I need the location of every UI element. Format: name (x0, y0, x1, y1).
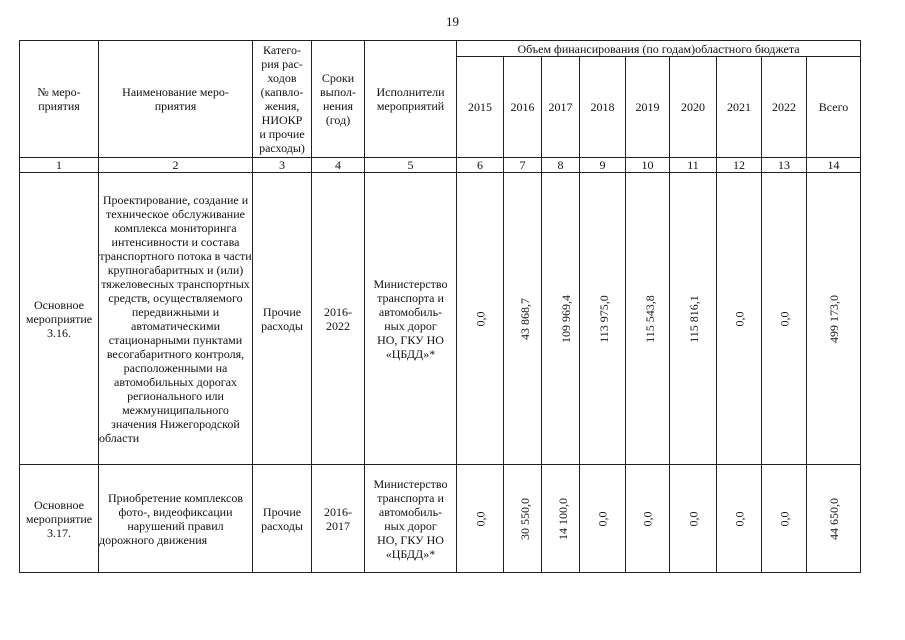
value-2022: 0,0 (777, 311, 791, 326)
value-cell (542, 465, 580, 573)
value-cell (626, 173, 670, 465)
row-executors: Министерство транспорта и автомобиль- ных дорог НО, ГКУ НО «ЦБДД»* (365, 173, 457, 465)
header-year: 2018 (580, 57, 626, 158)
value-cell (457, 173, 504, 465)
index-cell: 2 (99, 158, 253, 173)
index-row (20, 158, 861, 173)
value-2019: 0,0 (640, 511, 655, 526)
index-cell: 1 (20, 158, 99, 173)
funding-table (19, 40, 861, 573)
header-year: 2016 (504, 57, 542, 158)
value-cell (807, 465, 861, 573)
index-cell: 13 (762, 158, 807, 173)
header-funding-title: Объем финансирования (по годам)областного бюджета (457, 41, 861, 57)
header-year: 2015 (457, 57, 504, 158)
header-col-executors: Исполнители мероприятий (365, 41, 457, 158)
index-cell: 12 (717, 158, 762, 173)
index-cell: 5 (365, 158, 457, 173)
index-cell: 10 (626, 158, 670, 173)
value-cell (580, 173, 626, 465)
value-total: 44 650,0 (826, 497, 841, 540)
index-cell: 14 (807, 158, 861, 173)
index-cell: 4 (312, 158, 365, 173)
row-executors: Министерство транспорта и автомобиль- ных дорог НО, ГКУ НО «ЦБДД»* (365, 465, 457, 573)
index-cell: 9 (580, 158, 626, 173)
value-2017: 109 969,4 (559, 294, 573, 343)
header-col-period: Сроки выпол- нения (год) (312, 41, 365, 158)
header-col-name: Наименование меро- приятия (99, 41, 253, 158)
header-year: 2017 (542, 57, 580, 158)
value-total: 499 173,0 (826, 294, 841, 343)
table-row (20, 173, 861, 465)
header-col-category: Катего- рия рас- ходов (капвло- жения, НИОКР и прочие расходы) (253, 41, 312, 158)
value-2018: 0,0 (595, 511, 610, 526)
value-cell (626, 465, 670, 573)
value-cell (670, 465, 717, 573)
value-cell (762, 465, 807, 573)
value-2020: 0,0 (686, 511, 700, 526)
value-cell (717, 173, 762, 465)
row-category: Прочие расходы (253, 173, 312, 465)
row-name: Приобретение комплексов фото-, видеофиксации нарушений правил дорожного движения (99, 465, 253, 573)
row-number: Основное мероприятие 3.16. (20, 173, 99, 465)
value-2016: 30 550,0 (518, 497, 532, 540)
value-2018: 113 975,0 (596, 294, 611, 343)
header-year: 2019 (626, 57, 670, 158)
index-cell: 11 (670, 158, 717, 173)
row-period: 2016- 2022 (312, 173, 365, 465)
header-col-total: Всего (807, 57, 861, 158)
value-2019: 115 543,8 (642, 294, 657, 343)
value-cell (457, 465, 504, 573)
index-cell: 6 (457, 158, 504, 173)
header-col-num: № меро- приятия (20, 41, 99, 158)
value-2017: 14 100,0 (556, 497, 570, 540)
value-2020: 115 816,1 (686, 294, 701, 343)
header-year: 2021 (717, 57, 762, 158)
index-cell: 7 (504, 158, 542, 173)
value-cell (504, 173, 542, 465)
value-2021: 0,0 (732, 511, 746, 526)
row-category: Прочие расходы (253, 465, 312, 573)
value-cell (670, 173, 717, 465)
page-number: 19 (446, 14, 459, 29)
value-cell (807, 173, 861, 465)
value-2015: 0,0 (473, 311, 487, 326)
row-period: 2016- 2017 (312, 465, 365, 573)
header-year: 2020 (670, 57, 717, 158)
value-2021: 0,0 (732, 311, 746, 326)
index-cell: 3 (253, 158, 312, 173)
value-2015: 0,0 (473, 511, 487, 526)
row-number: Основное мероприятие 3.17. (20, 465, 99, 573)
table-row (20, 465, 861, 573)
value-cell (580, 465, 626, 573)
value-cell (717, 465, 762, 573)
value-cell (762, 173, 807, 465)
header-year: 2022 (762, 57, 807, 158)
value-2022: 0,0 (777, 511, 791, 526)
value-cell (542, 173, 580, 465)
value-2016: 43 868,7 (518, 297, 532, 340)
row-name: Проектирование, создание и техническое обслуживание комплекса мониторинга интенсивности и состава транспортного потока в части крупногабаритных и (или) тяжеловесных транспортных средств, осуществляемого передвижными и автоматическими стационарными пунктами весогабаритного контроля, расположенными на автомобильных дорогах регионального или межмуниципального значения Нижегородской области (99, 173, 253, 465)
value-cell (504, 465, 542, 573)
index-cell: 8 (542, 158, 580, 173)
